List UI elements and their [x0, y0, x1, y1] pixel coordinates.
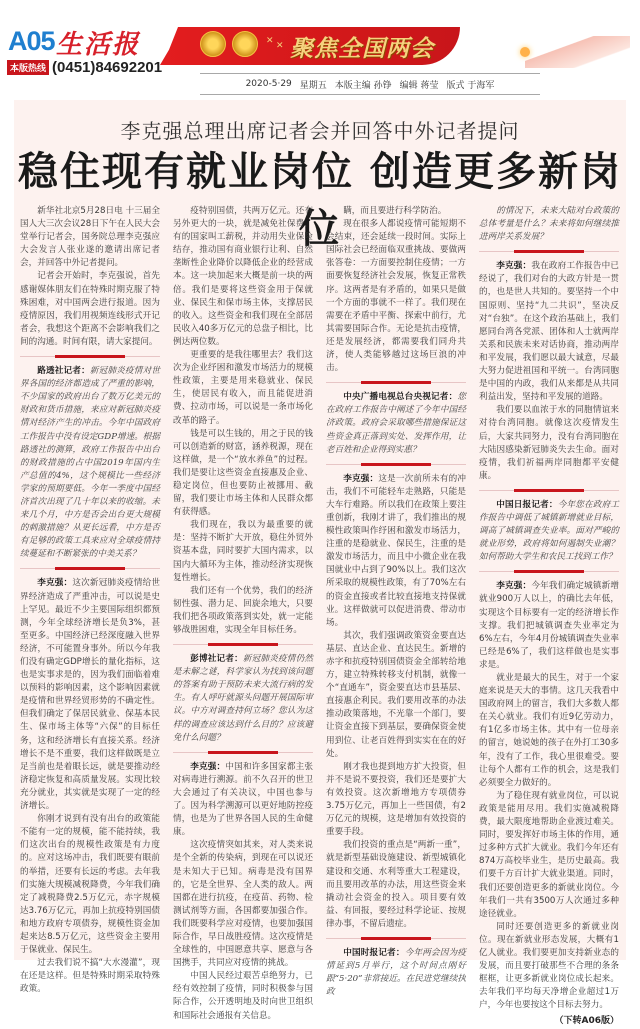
column-2	[173, 205, 313, 1023]
body-paragraph	[20, 205, 160, 270]
premier-answer	[20, 577, 160, 813]
section-divider	[20, 568, 160, 569]
dove-icon: ✕	[276, 41, 284, 51]
body-paragraph	[326, 761, 466, 840]
paragraph-text: 中国和许多国家都主张对病毒进行溯源。前不久召开的世卫大会通过了有关决议，中国也参与了。因为科学溯源可以更好地防控疫情，也是为了世界各国人民的生命健康。	[173, 761, 313, 838]
section-divider	[326, 464, 466, 465]
paragraph-text: 刚才我也提到地方扩大投资，但并不是说不要投资，我们还是要扩大有效投资。这次新增地方专项债券3.75万亿元，再加上一些国债，有2万亿元的规模，这是增加有效投资的重要手段。	[326, 761, 466, 838]
body-paragraph	[173, 428, 313, 520]
paragraph-text: 更重要的是我往哪里去？我们这次为企业纾困和激发市场活力的规模性政策，主要是用来稳就业、保民生，使居民有收入，而且能促进消费、拉动市场，可以说是一条市场化改革的路子。	[173, 350, 313, 426]
speaker-label: 中国日报记者：	[496, 499, 558, 510]
paragraph-text: 新冠肺炎疫情对世界各国的经济都造成了严重的影响，不少国家的政府出台了数万亿美元的财政和货币措施，来应对新冠肺炎疫情对经济产生的冲击。今年中国政府工作报告中没有设定GDP增速。根据路透社的测算，政府工作报告中出台的财政措施的占中国2019年国内生产总值的4%，这个规模比一些经济学家的预期要低。今年一季度中国经济首次出现了几十年以来的收缩。未来几个月，中方是否会出台更大规模的刺激措施？从更长远看，中方是否有足够的政策工具来应对全球疫情持续蔓延和不断紧张的中美关系？	[20, 366, 160, 560]
section-divider	[20, 356, 160, 357]
dove-icon: ✕	[266, 36, 274, 46]
page-number: A05	[8, 26, 55, 56]
paragraph-text: 这次疫情突如其来，对人类来说是个全新的传染病，到现在可以说还是未知大于已知。病毒是没有国界的，它是全世界、全人类的敌人。两国都在进行抗疫，在疫苗、药物、检测试剂等方面，各国都要加强合作。我们既要科学应对疫情，也要加强国际合作，早日战胜疫情。这次疫情是全球性的，中国愿意共享、愿意与各国携手，共同应对疫情的挑战。	[173, 840, 313, 969]
article-headline: 稳住现有就业岗位 创造更多新岗位	[18, 149, 622, 252]
national-emblem-icon	[232, 31, 258, 57]
paragraph-text: 这是一次前所未有的冲击，我们不可能轻车走熟路，只能是大车行难路。所以我们在政策上要注重创新，我刚才讲了，我们推出的规模性政策叫作纾困和激发市场活力，注重的是稳就业、保民生，注重的是激发市场活力，而且中小微企业在我国就业中占到了90%以上。我们这次所采取的规模性政策，有了70%左右的资金直接或者比较直接地支持保就业。这样做就可以促进消费、带动市场。	[326, 473, 466, 628]
premier-answer	[326, 473, 466, 630]
paragraph-text: 其次，我们强调政策资金要直达基层、直达企业、直达民生。新增的赤字和抗疫特别国债资金全部转给地方，建立特殊转移支付机制，就像一个“直通车”，资金要直达市县基层、直接惠企利民。我们要用改革的办法推动政策落地，不光靠一个部门，要让资金直接下到基层，要确保资金使用到位、让老百姓得到实实在在的好处。	[326, 630, 466, 759]
body-paragraph	[173, 205, 313, 349]
paragraph-text: 记者会开始时，李克强说，首先感谢媒体朋友们在特殊时期克服了特殊困难，对中国两会进行报道。因为疫情原因，我们用视频连线形式开记者会，我想这个距离不会影响我们之间的沟通。时间有限，请大家提问。	[20, 271, 160, 347]
editor-in-chief: 本版主编 孙铮	[334, 80, 392, 91]
premier-answer	[173, 761, 313, 840]
paragraph-text: 中国人民经过艰苦卓绝努力，已经有效控制了疫情，同时积极参与国际合作，公开透明地及时向世卫组织和国际社会通报有关信息。	[173, 971, 313, 1021]
body-paragraph	[479, 790, 619, 921]
paragraph-text: 疫特别国债，共两万亿元。还有另外更大的一块，就是减免社保费，有的国家叫工薪税，并动用失业保险结存，推动国有商业银行让利、自然垄断性企业降价以降低企业的经营成本。这一块加起来大概是前一块的两倍。我们是要将这些资金用于保就业、保民生和保市场主体，支撑居民的收入。这些资金和我们现在全部居民收入40多万亿元的总盘子相比，比例达两位数。	[173, 206, 313, 347]
column-4	[479, 205, 619, 1029]
body-paragraph	[326, 205, 466, 218]
paragraph-text: 今年您在政府工作报告中调低了城镇新增就业目标，调高了城镇调查失业率。面对严峻的就业形势，政府将如何遏制失业潮？如何帮助大学生和农民工找到工作？	[479, 499, 619, 563]
body-paragraph	[173, 349, 313, 428]
mountains-illustration	[525, 36, 630, 68]
body-paragraph	[20, 813, 160, 957]
paragraph-text: 新华社北京5月28日电 十三届全国人大三次会议28日下午在人民大会堂举行记者会，国务院总理李克强应大会发言人张业遂的邀请出席记者会，并回答中外记者提问。	[20, 206, 160, 269]
reporter-question	[326, 391, 466, 456]
issue-date: 2020-5·29	[245, 79, 292, 89]
premier-answer	[479, 580, 619, 672]
body-paragraph	[173, 839, 313, 970]
banner-title: 聚焦全国两会	[290, 35, 434, 62]
speaker-label: 李克强：	[496, 581, 532, 592]
speaker-label: 中国时报记者：	[343, 947, 405, 958]
paragraph-text: 今年我们确定城镇新增就业900万人以上，的确比去年低，实现这个目标要有一定的经济增长作支撑。我们把城镇调查失业率定为6%左右，今年4月份城镇调查失业率已经是6%了，我们这样做也是实事求是。	[479, 581, 619, 670]
column-1	[20, 205, 160, 996]
body-paragraph	[479, 404, 619, 483]
paragraph-text: 过去我们说不搞“大水漫灌”，现在还是这样。但是特殊时期采取特殊政策。	[20, 958, 160, 995]
paragraph-text: 新冠肺炎疫情仍然是未解之谜，科学家认为找到该问题的答案有助于预防未来大流行病的发生。有人呼吁就源头问题开展国际审议。中方对调查持何立场？您认为这样的调查应该达到什么目的？应该避免什么问题？	[173, 654, 313, 743]
body-paragraph	[326, 218, 466, 375]
speaker-label: 中央广播电视总台央视记者：	[343, 392, 458, 403]
continued-on-page-link: （下转A06版）	[554, 1016, 619, 1027]
section-divider	[326, 382, 466, 383]
body-paragraph	[20, 957, 160, 996]
speaker-label: 李克强：	[343, 473, 379, 484]
paragraph-text: 瞒，而且要进行科学防治。	[343, 206, 447, 216]
body-paragraph	[479, 921, 619, 1013]
paragraph-text: 就业是最大的民生，对于一个家庭来说是天大的事情。这几天我看中国政府网上的留言，我们大多数人都在关心就业。我们有近9亿劳动力，有1亿多市场主体。其中有一位母亲的留言，她说她的孩子在外打工30多年，没有了工作，我心里很难受。要让每个人都有工作的机会，这是我们必须要全力做好的。	[479, 673, 619, 788]
newspaper-logo: 生活报	[56, 30, 141, 60]
paragraph-text: 你刚才说到有没有出台的政策能不能有一定的规模，能不能持续，我们这次出台的规模性政策是有力度的。应对这场冲击，我们既要有眼前的举措，还要有长远的考虑。去年我们实施大规模减税降费，今年我们确定了减税降费2.5万亿元，赤字规模达3.76万亿元，再加上抗疫特别国债和地方政府专项债券，规模性资金加起来达8.5万亿元，这些资金主要用于保就业、保民生。	[20, 814, 160, 956]
layout-designer: 版式 于海军	[446, 80, 495, 91]
paragraph-text: 为了稳住现有就业岗位，可以说政策是能用尽用。我们实施减税降费，最大限度地帮助企业渡过难关。同时，要发挥好市场主体的作用，通过多种方式扩大就业。我们今年还有874万高校毕业生，是历史最高。我们要千方百计扩大就业渠道。同时，我们还要创造更多的新就业岗位。今年我们一共有3500万人次通过多种途径就业。	[479, 790, 619, 919]
paragraph-text: 我们要以血浓于水的同胞情谊来对待台湾同胞。就像这次疫情发生后，大家共同努力，没有台湾同胞在大陆因感染新冠肺炎失去生命。面对疫情，我们祈福两岸同胞都平安健康。	[479, 405, 619, 481]
premier-answer	[479, 260, 619, 404]
paragraph-text: 钱是可以生钱的，用之于民的钱可以创造新的财富，涵养税源，现在这样做，是一个“放水养鱼”的过程。我们是要让这些资金直接惠及企业、稳定岗位，但也要防止被挪用、截留，我们要让市场主体和人民群众都有获得感。	[173, 428, 313, 518]
body-paragraph	[20, 270, 160, 349]
hotline-number: (0451)84692201	[52, 59, 163, 76]
hotline-label: 本版热线	[7, 60, 49, 75]
body-paragraph	[173, 519, 313, 584]
editor: 编辑 蒋莹	[399, 80, 439, 91]
issue-info-bar	[200, 73, 540, 95]
paragraph-text: 的情况下，未来大陆对台政策的总体考量是什么？未来将如何继续推进两岸关系发展？	[479, 206, 619, 243]
speaker-label: 彭博社记者：	[190, 654, 243, 665]
reporter-question	[173, 653, 313, 745]
column-3	[326, 205, 466, 999]
section-divider	[173, 752, 313, 753]
speaker-label: 李克强：	[37, 578, 73, 589]
paragraph-text: 我们现在，我以为最重要的就是：坚持不断扩大开放，稳住外贸外资基本盘，同时要扩大国内需求，以国内大循环为主体，推动经济实现恢复性增长。	[173, 520, 313, 583]
section-divider	[479, 571, 619, 572]
reporter-question	[479, 205, 619, 244]
masthead	[0, 0, 640, 100]
paragraph-text: 现在很多人都说疫情可能短期不会结束，还会延续一段时间。实际上国际社会已经面临双重挑战、要做两张答卷：一方面要控制住疫情；一方面要恢复经济社会发展，恢复正常秩序。这两者是有矛盾的，如果只是做一个方面的事就不一样了。我们现在需要在矛盾中平衡、探索中前行，尤其需要国际合作。无论是抗击疫情，还是发展经济，都需要我们同舟共济，使人类能够越过这场巨浪的冲击。	[326, 219, 466, 374]
body-paragraph	[173, 585, 313, 637]
hotline	[7, 59, 162, 76]
body-paragraph	[173, 970, 313, 1022]
cppcc-emblem-icon	[200, 31, 226, 57]
paragraph-text: 我们还有一个优势，我们的经济韧性强、潜力足、回旋余地大，只要我们把各项政策落到实处，就一定能够战胜困难，实现全年目标任务。	[173, 585, 313, 635]
paragraph-text: 您在政府工作报告中阐述了今年中国经济政策。政府会采取哪些措施保证这些资金真正落到实处、发挥作用，让老百姓和企业得到实惠？	[326, 392, 466, 455]
reporter-question	[20, 365, 160, 561]
article-body	[20, 205, 622, 1027]
paragraph-text: 我在政府工作报告中已经说了，我们对台的大政方针是一贯的，也是世人共知的。要坚持一个中国原则、坚持“九二共识”，坚决反对“台独”。在这个政治基础上，我们愿同台湾各党派、团体和人士就两岸关系和民族未来对话协商，推动两岸和平发展，我们愿以最大诚意，尽最大努力促进祖国和平统一。台湾同胞是中国的内政，我们从来都是从共同利益出发，坚持和平发展的道路。	[479, 261, 619, 403]
paragraph-text: 同时还要创造更多的新就业岗位。现在新就业形态发展，大概有1亿人就业。我们要更加支持新业态的发展，而且要打破那些不合理的条条框框，让更多新就业岗位成长起来。去年我们平均每天净增企业超过1万户，今年也要按这个目标去努力。	[479, 921, 619, 1011]
body-paragraph	[326, 630, 466, 761]
body-paragraph	[326, 839, 466, 931]
article-subheadline: 李克强总理出席记者会并回答中外记者提问	[120, 119, 520, 143]
speaker-label: 李克强：	[190, 761, 226, 772]
paragraph-text: 我们投资的重点是“两新一重”，就是新型基础设施建设、新型城镇化建设和交通、水利等重大工程建设，而且要用改革的办法，用这些资金来撬动社会资金的投入。项目要有效益、有回报，要经过科学论证、按规律办事，不留后遗症。	[326, 840, 466, 929]
paragraph-text: 今年两会因为疫情延到5月举行，这个时间点刚好跟“5·20”非常接近。在民进党继续执政	[326, 947, 466, 998]
section-divider	[479, 251, 619, 252]
section-divider	[479, 490, 619, 491]
speaker-label: 李克强：	[496, 261, 532, 272]
issue-weekday: 星期五	[299, 80, 327, 91]
body-paragraph	[479, 672, 619, 790]
section-divider	[173, 644, 313, 645]
speaker-label: 路透社记者：	[37, 366, 90, 377]
reporter-question	[326, 947, 466, 999]
reporter-question	[479, 499, 619, 564]
section-divider	[326, 938, 466, 939]
paragraph-text: 这次新冠肺炎疫情给世界经济造成了严重冲击，可以说是史上罕见。最近不少主要国际组织都预测，今年全球经济增长是负3%，甚至更多。中国经济已经深度融入世界经济，不可能置身事外。所以今年我们没有确定GDP增长的量化指标，这也是实事求是的，因为我们面临着难以预料的影响因素，这个影响因素就是疫情和世界经贸形势的不确定性。但我们确定了保居民就业、保基本民生、保市场主体等“六保”的目标任务，这和经济增长有直接关系。经济增长不是不重要，我们这样做既是立足当前也是着眼长远，就是要推动经济稳定恢复和高质量发展。实现比较充分就业，其实就是实现了一定的经济增长。	[20, 578, 160, 812]
